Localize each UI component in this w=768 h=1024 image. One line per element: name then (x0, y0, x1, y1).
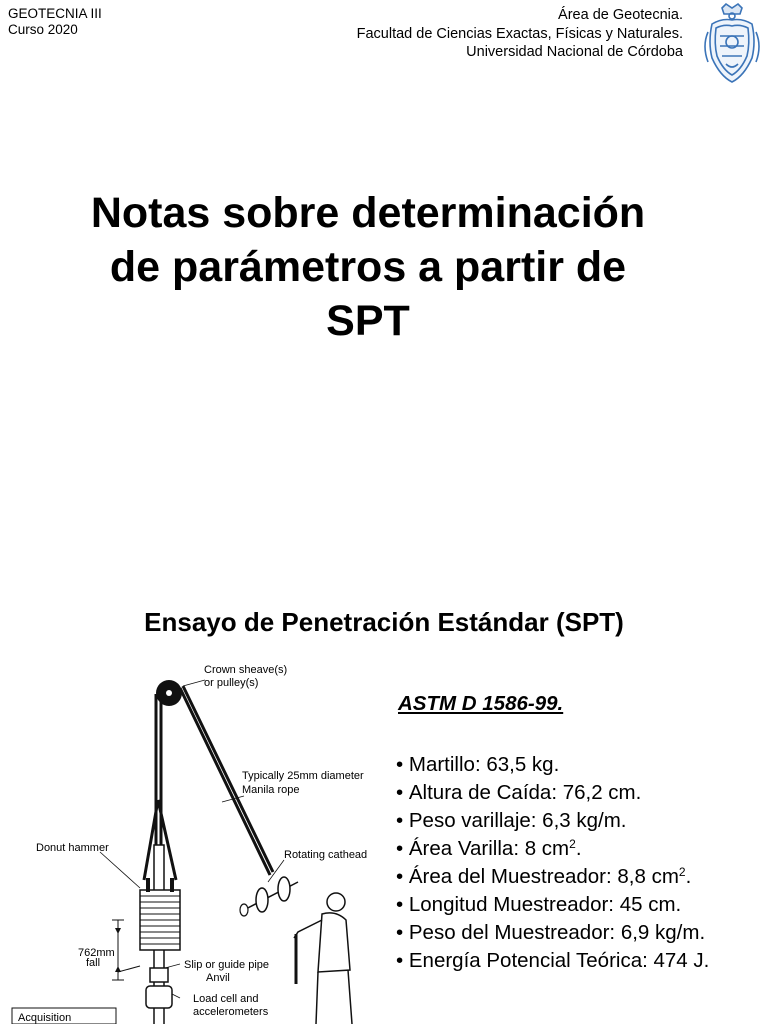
title-line-1: Notas sobre determinación (90, 189, 646, 237)
spec-item-rod-area: • Área Varilla: 8 $cm^2$. (396, 835, 709, 863)
spt-specifications-list (396, 751, 709, 975)
spec-item-hammer: • Martillo: 63,5 kg. (396, 751, 709, 779)
header-institution-info (357, 6, 683, 62)
label-fall: fall (86, 957, 101, 969)
label-accelerometers: accelerometers (193, 1006, 269, 1018)
title-line-2: de parámetros a partir de (109, 243, 627, 291)
rotating-cathead-icon (240, 877, 298, 916)
spec-item-sampler-weight: • Peso del Muestreador: 6,9 kg/m. (396, 919, 709, 947)
university-name: Universidad Nacional de Córdoba (466, 44, 683, 60)
spec-item-rod-weight: • Peso varillaje: 6,3 kg/m. (396, 807, 709, 835)
astm-standard-reference: ASTM D 1586-99. (398, 692, 564, 715)
label-anvil: Anvil (206, 972, 230, 984)
label-donut-hammer: Donut hammer (36, 842, 109, 854)
page-title (0, 186, 736, 348)
operator-figure-icon (294, 893, 352, 1024)
label-manila-rope: Manila rope (242, 784, 300, 796)
spec-item-potential-energy: • Energía Potencial Teórica: 474 J. (396, 947, 709, 975)
label-rope-diameter: Typically 25mm diameter (242, 770, 364, 782)
university-crest-icon (702, 2, 762, 86)
spec-item-sampler-area: • Área del Muestreador: 8,8 $cm^2$. (396, 863, 709, 891)
header-course-info (8, 6, 102, 38)
label-load-cell: Load cell and (193, 993, 259, 1005)
faculty-name: Facultad de Ciencias Exactas, Físicas y Naturales. (356, 25, 683, 42)
label-rotating-cathead: Rotating cathead (284, 849, 368, 861)
area-name: Área de Geotecnia. (558, 7, 683, 23)
label-or-pulley: or pulley(s) (204, 677, 259, 689)
spt-apparatus-diagram (0, 650, 390, 1024)
label-fall-height: 762mm (78, 947, 115, 959)
section-title: Ensayo de Penetración Estándar (SPT) (144, 607, 624, 637)
spec-item-sampler-length: • Longitud Muestreador: 45 cm. (396, 891, 709, 919)
label-slip-guide-pipe: Slip or guide pipe (184, 959, 270, 971)
spec-item-drop-height: • Altura de Caída: 76,2 cm. (396, 779, 709, 807)
course-name: GEOTECNIA III (8, 6, 102, 21)
title-line-3: SPT (326, 297, 410, 345)
label-crown-sheave: Crown sheave(s) (204, 664, 288, 676)
label-acquisition: Acquisition (18, 1012, 72, 1024)
course-year: Curso 2020 (8, 22, 78, 37)
